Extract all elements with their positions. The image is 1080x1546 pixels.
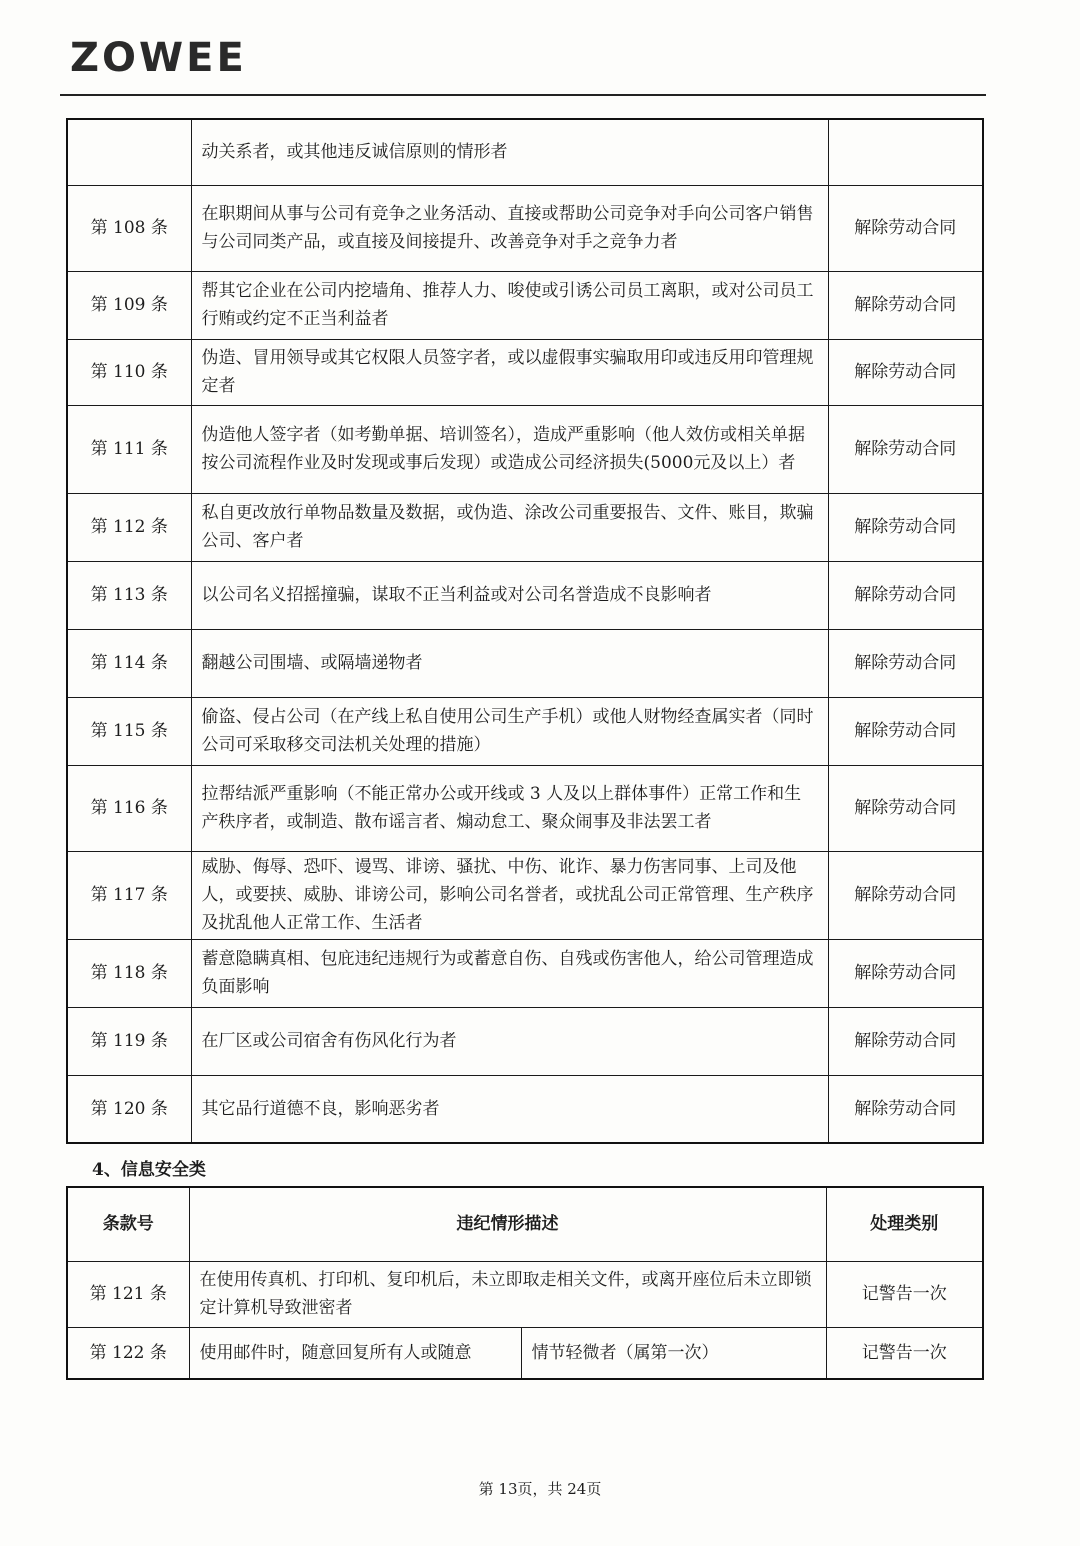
violation-description: 在厂区或公司宿舍有伤风化行为者 <box>191 1007 828 1075</box>
page-number: 第 13页，共 24页 <box>478 1480 602 1498</box>
table-header-row <box>67 1187 983 1261</box>
header-divider <box>60 94 986 96</box>
violation-description: 蓄意隐瞒真相、包庇违纪违规行为或蓄意自伤、自残或伤害他人，给公司管理造成负面影响 <box>191 939 828 1007</box>
table-row <box>67 1261 983 1327</box>
table-row <box>67 119 983 185</box>
violation-condition: 情节轻微者（属第一次） <box>521 1327 826 1379</box>
penalty-type: 解除劳动合同 <box>828 1075 983 1143</box>
table-row <box>67 697 983 765</box>
penalty-type: 解除劳动合同 <box>828 339 983 405</box>
violation-description: 威胁、侮辱、恐吓、谩骂、诽谤、骚扰、中伤、讹诈、暴力伤害同事、上司及他人，或要挟、威胁、诽谤公司，影响公司名誉者，或扰乱公司正常管理、生产秩序及扰乱他人正常工作、生活者 <box>191 851 828 939</box>
violation-description: 在使用传真机、打印机、复印机后，未立即取走相关文件，或离开座位后未立即锁定计算机导致泄密者 <box>189 1261 826 1327</box>
table-row <box>67 493 983 561</box>
penalty-type: 解除劳动合同 <box>828 1007 983 1075</box>
penalty-type: 解除劳动合同 <box>828 185 983 271</box>
penalty-type: 解除劳动合同 <box>828 493 983 561</box>
table-row <box>67 185 983 271</box>
header-article: 条款号 <box>67 1187 189 1261</box>
penalty-type: 解除劳动合同 <box>828 561 983 629</box>
penalty-type: 解除劳动合同 <box>828 271 983 339</box>
table-row <box>67 629 983 697</box>
table-row <box>67 1327 983 1379</box>
violation-description: 翻越公司围墙、或隔墙递物者 <box>191 629 828 697</box>
penalty-type: 解除劳动合同 <box>828 697 983 765</box>
table-row <box>67 1007 983 1075</box>
table-row <box>67 939 983 1007</box>
article-number: 第 113 条 <box>67 561 191 629</box>
penalty-type: 记警告一次 <box>826 1327 983 1379</box>
penalty-type: 解除劳动合同 <box>828 405 983 493</box>
header-result: 处理类别 <box>826 1187 983 1261</box>
article-number: 第 120 条 <box>67 1075 191 1143</box>
article-number: 第 112 条 <box>67 493 191 561</box>
violation-description: 使用邮件时，随意回复所有人或随意 <box>189 1327 521 1379</box>
article-number: 第 115 条 <box>67 697 191 765</box>
table-row <box>67 561 983 629</box>
violation-description: 以公司名义招摇撞骗，谋取不正当利益或对公司名誉造成不良影响者 <box>191 561 828 629</box>
article-number: 第 116 条 <box>67 765 191 851</box>
section-title: 4、信息安全类 <box>92 1160 206 1180</box>
header-description: 违纪情形描述 <box>189 1187 826 1261</box>
table-row <box>67 1075 983 1143</box>
table-row <box>67 339 983 405</box>
article-number: 第 110 条 <box>67 339 191 405</box>
violation-description: 拉帮结派严重影响（不能正常办公或开线或 3 人及以上群体事件）正常工作和生产秩序者，或制造、散布谣言者、煽动怠工、聚众闹事及非法罢工者 <box>191 765 828 851</box>
table-row <box>67 405 983 493</box>
table-row <box>67 271 983 339</box>
violation-description: 伪造他人签字者（如考勤单据、培训签名），造成严重影响（他人效仿或相关单据按公司流程作业及时发现或事后发现）或造成公司经济损失(5000元及以上）者 <box>191 405 828 493</box>
article-number: 第 117 条 <box>67 851 191 939</box>
violation-description: 动关系者，或其他违反诚信原则的情形者 <box>191 119 828 185</box>
article-number: 第 122 条 <box>67 1327 189 1379</box>
violation-description: 偷盗、侵占公司（在产线上私自使用公司生产手机）或他人财物经查属实者（同时公司可采取移交司法机关处理的措施） <box>191 697 828 765</box>
penalty-type <box>828 119 983 185</box>
table-row <box>67 765 983 851</box>
disciplinary-table <box>66 118 984 1144</box>
violation-description: 其它品行道德不良，影响恶劣者 <box>191 1075 828 1143</box>
article-number: 第 114 条 <box>67 629 191 697</box>
article-number <box>67 119 191 185</box>
violation-description: 伪造、冒用领导或其它权限人员签字者，或以虚假事实骗取用印或违反用印管理规定者 <box>191 339 828 405</box>
article-number: 第 118 条 <box>67 939 191 1007</box>
article-number: 第 121 条 <box>67 1261 189 1327</box>
violation-description: 在职期间从事与公司有竞争之业务活动、直接或帮助公司竞争对手向公司客户销售与公司同类产品，或直接及间接提升、改善竞争对手之竞争力者 <box>191 185 828 271</box>
article-number: 第 119 条 <box>67 1007 191 1075</box>
article-number: 第 108 条 <box>67 185 191 271</box>
violation-description: 私自更改放行单物品数量及数据，或伪造、涂改公司重要报告、文件、账目，欺骗公司、客户者 <box>191 493 828 561</box>
violation-description: 帮其它企业在公司内挖墙角、推荐人力、唆使或引诱公司员工离职，或对公司员工行贿或约定不正当利益者 <box>191 271 828 339</box>
table-row <box>67 851 983 939</box>
info-security-table <box>66 1186 984 1380</box>
company-logo: ZOWEE <box>70 35 247 81</box>
penalty-type: 记警告一次 <box>826 1261 983 1327</box>
article-number: 第 109 条 <box>67 271 191 339</box>
article-number: 第 111 条 <box>67 405 191 493</box>
penalty-type: 解除劳动合同 <box>828 765 983 851</box>
penalty-type: 解除劳动合同 <box>828 851 983 939</box>
penalty-type: 解除劳动合同 <box>828 939 983 1007</box>
penalty-type: 解除劳动合同 <box>828 629 983 697</box>
